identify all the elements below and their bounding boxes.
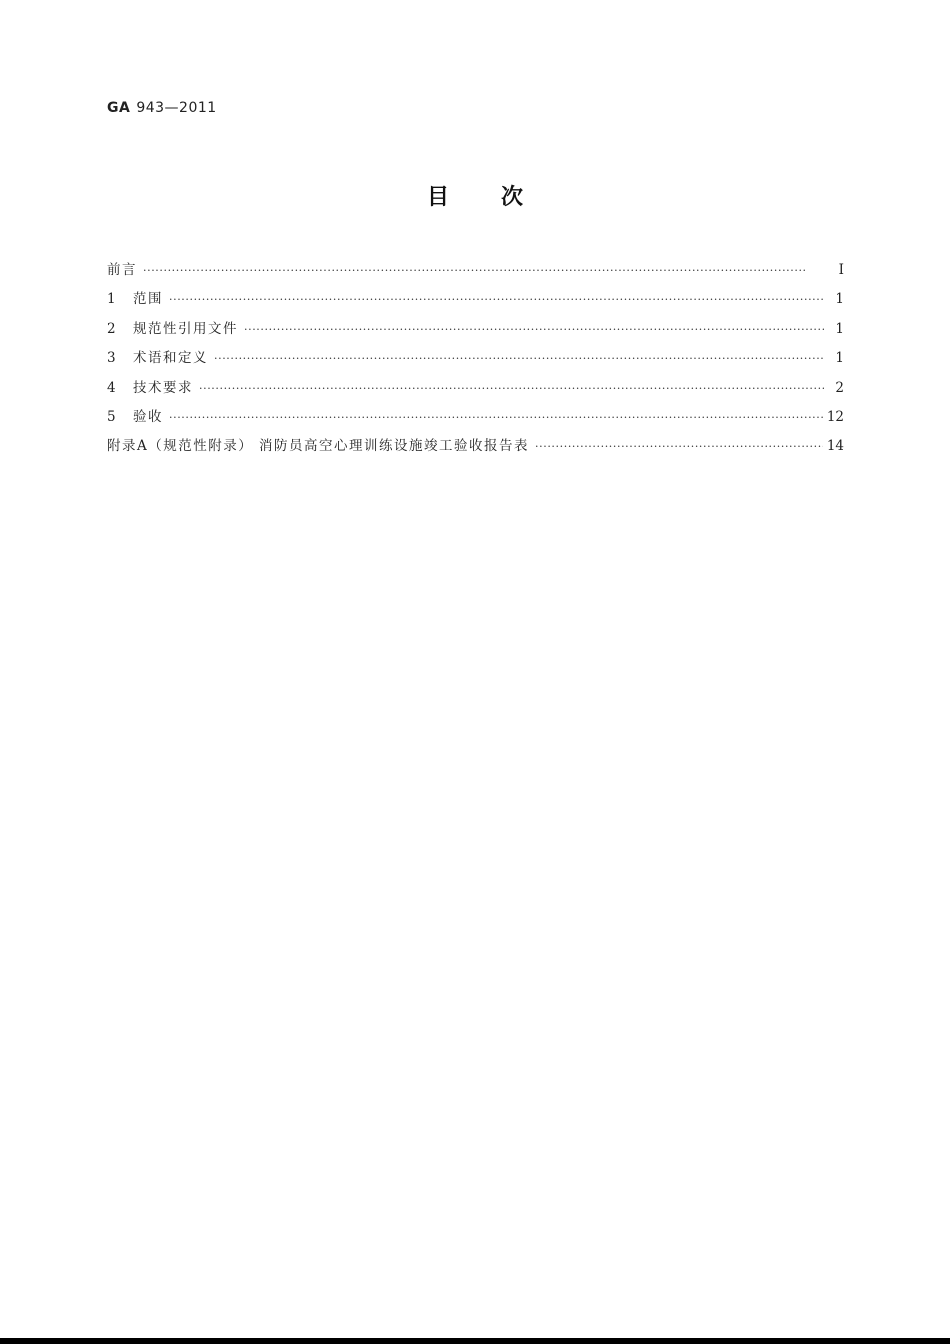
toc-entry-label: 附录A（规范性附录） 消防员高空心理训练设施竣工验收报告表 [107, 438, 530, 455]
toc-entry-page: 2 [835, 379, 844, 396]
bottom-border [0, 1338, 950, 1344]
toc-entry-technical-requirements[interactable] [107, 376, 844, 405]
page-title [0, 180, 950, 211]
toc-leader-dots [535, 435, 823, 459]
toc-leader-dots [199, 377, 824, 401]
toc-leader-dots [143, 259, 824, 283]
toc-entry-label: 技术要求 [133, 379, 193, 396]
title-char-1: 目 [426, 185, 449, 210]
table-of-contents [107, 258, 844, 464]
standard-number: 943—2011 [136, 100, 217, 116]
toc-entry-number: 3 [107, 350, 116, 367]
toc-leader-dots [244, 318, 824, 342]
toc-leader-dots [169, 406, 823, 430]
toc-entry-page: 14 [826, 438, 844, 455]
toc-entry-number: 4 [107, 379, 116, 396]
toc-entry-appendix-a[interactable] [107, 434, 844, 463]
toc-entry-acceptance[interactable] [107, 405, 844, 434]
standard-code: GA [107, 100, 131, 116]
toc-entry-scope[interactable] [107, 287, 844, 316]
toc-entry-label: 前言 [107, 262, 137, 278]
toc-entry-foreword[interactable] [107, 258, 844, 287]
toc-entry-number: 5 [107, 408, 116, 425]
document-header [107, 100, 217, 116]
toc-entry-label: 规范性引用文件 [133, 320, 238, 337]
toc-entry-page: 1 [835, 291, 844, 308]
toc-entry-label: 范围 [133, 291, 163, 308]
title-char-2: 次 [501, 185, 524, 210]
toc-entry-page: 12 [826, 408, 844, 425]
toc-leader-dots [169, 288, 824, 312]
toc-entry-label: 验收 [133, 408, 163, 425]
toc-leader-dots [214, 347, 824, 371]
toc-entry-number: 2 [107, 320, 116, 337]
toc-entry-label: 术语和定义 [133, 350, 208, 367]
toc-entry-page: Ⅰ [838, 262, 844, 278]
toc-entry-number: 1 [107, 291, 116, 308]
toc-entry-normative-references[interactable] [107, 317, 844, 346]
toc-entry-terms[interactable] [107, 346, 844, 375]
toc-entry-page: 1 [835, 320, 844, 337]
toc-entry-page: 1 [835, 350, 844, 367]
